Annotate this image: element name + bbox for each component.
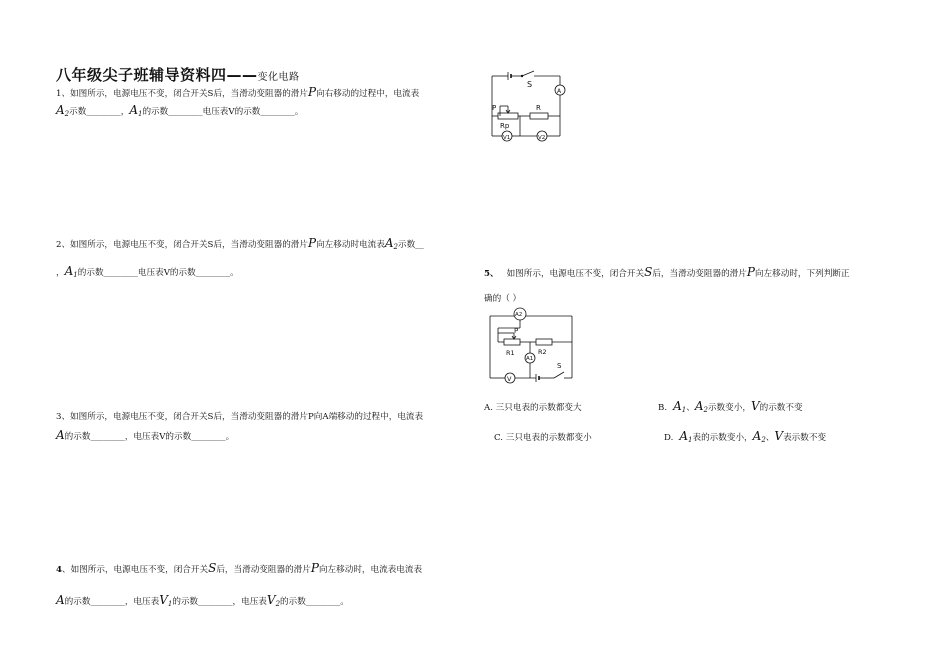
var-a1: A <box>673 399 682 413</box>
question-5-line-1 <box>484 266 850 280</box>
question-2-line-1 <box>56 237 424 253</box>
question-3-line-2 <box>56 429 234 443</box>
q4-text: 的示数________。 <box>280 597 349 607</box>
var-p: P <box>746 265 755 279</box>
q5-text: 如图所示，电源电压不变，闭合开关 <box>506 269 645 279</box>
var-p: P <box>310 561 319 575</box>
label-r2: R2 <box>538 348 547 356</box>
var-a1: A <box>129 103 138 117</box>
question-4-line-1 <box>56 562 422 576</box>
page-title <box>56 64 300 85</box>
q4-number: 4 <box>56 565 62 575</box>
q4-text: 向左移动时，电流表电流表 <box>318 565 423 575</box>
var-a: A <box>56 593 65 607</box>
q4-text: 的示数________，电压表 <box>64 597 160 607</box>
option-c <box>494 432 592 444</box>
option-d-text: 表的示数变小， <box>692 433 753 443</box>
label-v2: V2 <box>538 135 546 141</box>
label-a2: A2 <box>515 312 523 318</box>
var-s: S <box>208 561 217 575</box>
var-p: P <box>307 236 317 250</box>
label-s: S <box>557 362 562 370</box>
var-a2: A <box>384 236 394 250</box>
circuit-diagram-2 <box>484 306 580 386</box>
sub: 2 <box>64 110 70 118</box>
var-v2: V <box>266 593 276 607</box>
option-d-text: D. <box>664 433 674 443</box>
option-c-text: C. 三只电表的示数都变小 <box>494 433 592 443</box>
sub: 1 <box>688 436 693 444</box>
var-a2: A <box>694 399 704 413</box>
label-a1: A1 <box>526 356 534 362</box>
var-v: V <box>774 429 784 443</box>
q4-text: 后，当滑动变阻器的滑片 <box>216 565 311 575</box>
option-b-text: 示数变小， <box>707 403 751 413</box>
var-a2: A <box>56 103 65 117</box>
q5-text: 确的（ ） <box>484 294 522 304</box>
q2-text: 向左移动时电流表 <box>316 240 385 250</box>
label-r: R <box>536 104 541 112</box>
q1-text: 向右移动的过程中，电流表 <box>316 89 420 99</box>
subtitle-text: 变化电路 <box>257 72 300 83</box>
question-1-line-2 <box>56 104 303 120</box>
var-a1: A <box>679 429 688 443</box>
q3-text: 3、如图所示，电源电压不变，闭合开关S后，当滑动变阻器的滑片P向A端移动的过程中，电流表 <box>56 412 424 422</box>
question-5-line-2 <box>484 293 521 305</box>
option-b <box>658 400 803 416</box>
var-a: A <box>56 428 65 442</box>
label-r1: R1 <box>506 349 515 357</box>
sub: 2 <box>393 243 398 251</box>
question-2-line-2 <box>56 265 239 281</box>
sub: 2 <box>275 600 281 608</box>
title-text: 八年级尖子班辅导资料四—— <box>56 66 258 84</box>
sub: 1 <box>137 110 143 118</box>
label-s: S <box>527 80 533 89</box>
label-a: A <box>557 88 562 95</box>
sub: 1 <box>73 271 78 279</box>
option-d-text: 、 <box>765 433 775 443</box>
q1-text: 1、如图所示，电源电压不变，闭合开关S后，当滑动变阻器的滑片 <box>56 89 308 99</box>
var-p: P <box>307 85 317 99</box>
q1-text: 示数________， <box>69 107 130 117</box>
q5-text: 向左移动时，下列判断正 <box>754 269 850 279</box>
q3-text: 的示数________，电压表V的示数________。 <box>64 432 235 442</box>
var-s: S <box>644 265 653 279</box>
question-1-line-1 <box>56 86 419 100</box>
sub: 1 <box>681 406 687 414</box>
var-v: V <box>750 399 760 413</box>
circuit-diagram-1 <box>482 66 572 146</box>
option-d-text: 表示数不变 <box>783 433 827 443</box>
option-b-text: 的示数不变 <box>759 403 803 413</box>
label-v1: V1 <box>503 135 511 141</box>
option-a-text: A. 三只电表的示数都变大 <box>484 403 582 413</box>
label-p: P <box>514 327 519 335</box>
q2-text: 的示数________电压表V的示数________。 <box>77 268 239 278</box>
q2-text: 2、如图所示，电源电压不变，闭合开关S后，当滑动变阻器的滑片 <box>56 240 308 250</box>
option-b-text: B. <box>658 403 668 413</box>
option-b-text: 、 <box>686 403 695 413</box>
question-4-line-2 <box>56 594 349 610</box>
var-a1: A <box>64 264 74 278</box>
label-rp: Rp <box>500 122 510 130</box>
q2-text: 示数__ <box>397 240 424 250</box>
q5-text: 后，当滑动变阻器的滑片 <box>652 269 747 279</box>
var-a2: A <box>752 429 762 443</box>
q1-text: 的示数________电压表V的示数________。 <box>142 107 304 117</box>
sub: 2 <box>703 406 708 414</box>
var-v1: V <box>159 593 168 607</box>
question-3-line-1 <box>56 411 423 423</box>
label-v: V <box>507 375 512 383</box>
label-p: P <box>492 104 497 112</box>
q5-number: 5、 <box>484 269 499 279</box>
option-d <box>664 430 826 446</box>
q2-text: ， <box>56 268 65 278</box>
q4-text: 、如图所示，电源电压不变，闭合开关 <box>61 565 209 575</box>
q4-text: 的示数________，电压表 <box>172 597 267 607</box>
sub: 2 <box>761 436 766 444</box>
option-a <box>484 402 582 414</box>
sub: 1 <box>167 600 173 608</box>
